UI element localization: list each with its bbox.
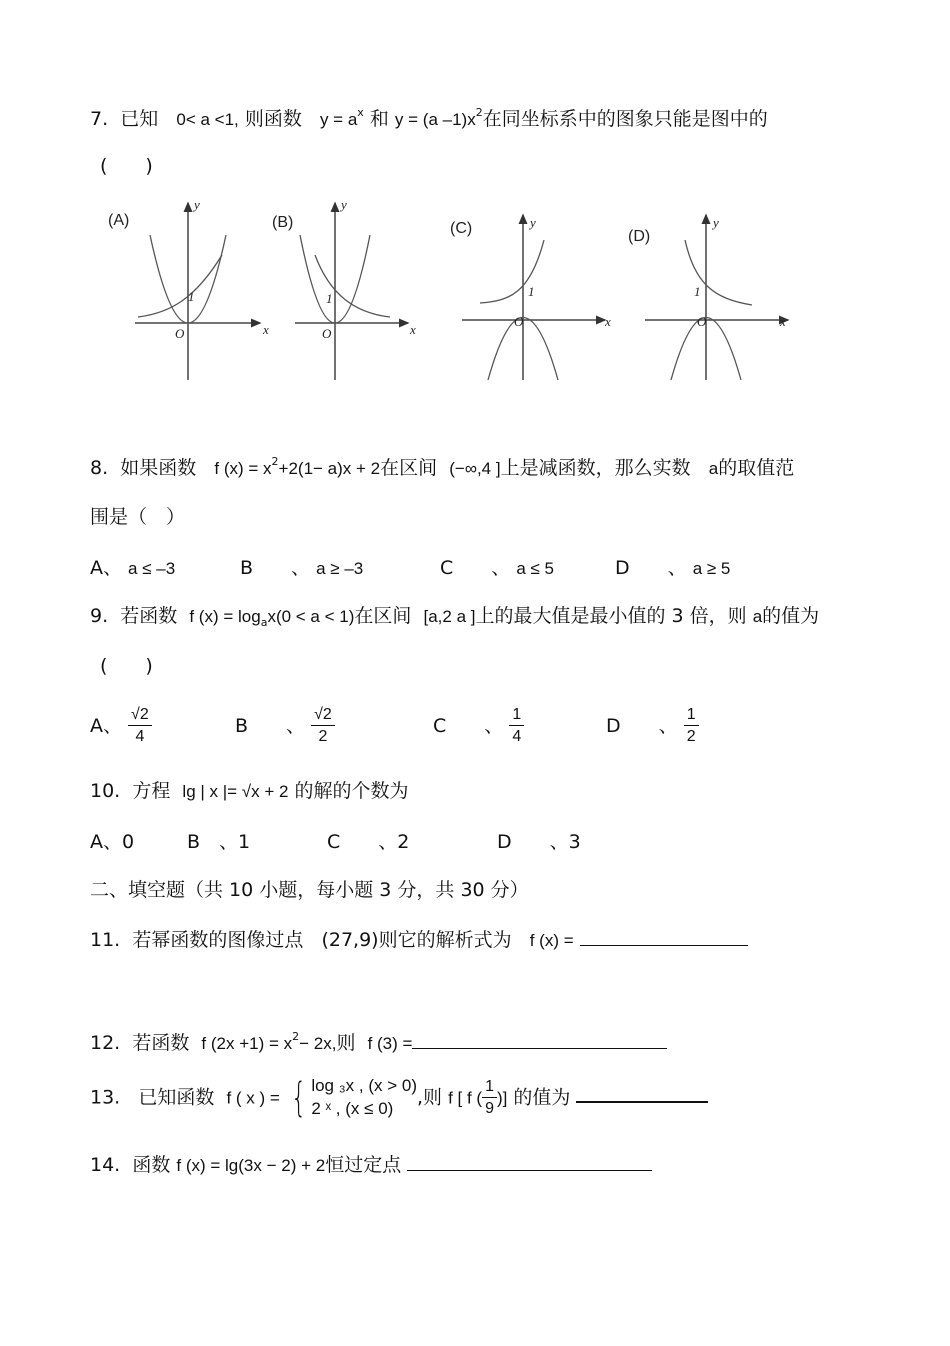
q12-ask: f (3) = [367, 1034, 413, 1053]
question-number: 12. [90, 1032, 121, 1054]
option-c: C 、 a ≤ 5 [440, 557, 555, 579]
graph-label-b: (B) [272, 214, 294, 231]
question-number: 11. [90, 929, 121, 951]
section-heading: 二、填空题（共 10 小题，每小题 3 分，共 30 分） [90, 879, 529, 901]
x-axis-label: x [410, 322, 416, 337]
option-c: C 、 $\frac{1}{4}$ [433, 706, 606, 747]
option-c: C 、2 [327, 831, 410, 853]
q13-stem [90, 1075, 708, 1121]
q8-pre: 如果函数 [120, 457, 197, 479]
option-b: B 、 a ≥ –3 [240, 557, 364, 579]
intercept-label: 1 [188, 289, 195, 304]
question-number: 9. [90, 605, 109, 627]
answer-blank[interactable] [412, 1032, 667, 1049]
q13-case2: 2 ˣ , (x ≤ 0) [311, 1098, 394, 1118]
q12-stem [90, 1030, 667, 1055]
graph-label-a: (A) [108, 212, 130, 229]
q8-interval: (−∞,4 ] [449, 459, 501, 478]
q13-fraction: $\frac{1}{9}$ [482, 1078, 497, 1119]
q7-func2: y = (a –1)x [394, 110, 476, 129]
x-axis-label: x [780, 314, 786, 329]
q13-ask-post: )] [496, 1088, 508, 1108]
x-axis-label: x [263, 322, 269, 337]
q7-condition: 0< a <1, [176, 110, 239, 129]
q8-post2: 的取值范 [718, 457, 795, 479]
q9-func-rest: x(0 < a < 1) [267, 607, 355, 626]
question-number: 7. [90, 108, 109, 130]
q10-post: 的解的个数为 [294, 780, 409, 802]
q7-mid: 则函数 [244, 108, 302, 130]
option-b: B 、1 [187, 831, 251, 853]
q9-answer-paren: ( ) [100, 655, 153, 677]
option-b: B 、 $\frac{√2}{2}$ [235, 706, 433, 747]
q14-post: 恒过定点 [325, 1154, 402, 1176]
q7-stem [90, 106, 768, 131]
origin-label: O [514, 314, 524, 329]
q13-post: 的值为 [513, 1086, 571, 1109]
q14-func: f (x) = lg(3x − 2) + 2 [176, 1156, 326, 1175]
q9-interval: [a,2 a ] [423, 607, 476, 626]
question-number: 14. [90, 1154, 121, 1176]
q9-mid: 在区间 [354, 605, 412, 627]
q12-then: 则 [336, 1032, 356, 1054]
q10-equation: lg | x |= √x + 2 [182, 782, 289, 801]
option-d: D 、 $\frac{1}{2}$ [606, 706, 699, 747]
intercept-label: 1 [326, 291, 333, 306]
q12-func-exp: 2 [292, 1030, 300, 1043]
q11-point: (27,9) [321, 929, 379, 951]
q9-pre: 若函数 [120, 605, 178, 627]
q11-func: f (x) = [529, 931, 574, 950]
origin-label: O [175, 326, 185, 341]
left-brace-icon: { [290, 1074, 307, 1121]
q8-options [90, 557, 730, 580]
y-axis-label: y [341, 197, 347, 212]
q12-func-rest: − 2x, [299, 1034, 337, 1053]
q7-pre: 已知 [120, 108, 159, 130]
q8-var: a [708, 459, 719, 478]
option-d: D 、 a ≥ 5 [615, 557, 731, 579]
q8-func: f (x) = x [214, 459, 272, 478]
q11-pre: 若幂函数的图像过点 [132, 929, 304, 951]
q11-post: 则它的解析式为 [378, 929, 512, 951]
q12-pre: 若函数 [132, 1032, 190, 1054]
question-number: 8. [90, 457, 109, 479]
q8-func-exp: 2 [271, 455, 279, 468]
q13-ask-pre: f [ f ( [448, 1088, 483, 1108]
q13-cases [311, 1075, 417, 1121]
y-axis-label: y [194, 197, 200, 212]
y-axis-label: y [713, 215, 719, 230]
option-d: D 、3 [497, 831, 581, 853]
exponential-curve [138, 255, 222, 317]
q9-post2: 的值为 [762, 605, 820, 627]
q9-post: 上的最大值是最小值的 3 倍，则 [475, 605, 747, 627]
q13-then: ,则 [416, 1086, 443, 1109]
graph-c [450, 215, 611, 380]
q7-func1: y = a [319, 110, 358, 129]
option-a: A、0 [90, 831, 135, 853]
origin-label: O [322, 326, 332, 341]
graph-d [628, 215, 788, 380]
q9-stem [90, 605, 819, 629]
q9-func-base: a [260, 616, 268, 629]
q14-pre: 函数 [132, 1154, 171, 1176]
origin-label: O [697, 314, 707, 329]
option-a: A、 a ≤ –3 [90, 557, 176, 579]
q8-stem [90, 455, 794, 480]
intercept-label: 1 [694, 284, 701, 299]
q8-stem-line2: 围是（ ） [90, 506, 186, 528]
q10-stem [90, 780, 409, 803]
q9-var: a [752, 607, 763, 626]
q8-func-rest: +2(1− a)x + 2 [278, 459, 381, 478]
graph-a [108, 197, 269, 380]
q13-case1: log ₃x , (x > 0) [311, 1076, 417, 1095]
q13-func: f ( x ) = [226, 1088, 280, 1108]
q11-stem [90, 929, 748, 952]
exponential-curve [315, 255, 390, 317]
x-axis-label: x [605, 314, 611, 329]
question-number: 13. [90, 1086, 121, 1109]
answer-blank[interactable] [407, 1154, 652, 1171]
intercept-label: 1 [528, 284, 535, 299]
q9-func: f (x) = log [189, 607, 261, 626]
q10-options [90, 831, 581, 854]
question-number: 10. [90, 780, 121, 802]
q10-pre: 方程 [132, 780, 171, 802]
q7-func2-exp: 2 [475, 106, 483, 119]
answer-blank[interactable] [580, 929, 748, 946]
option-a: A、 $\frac{√2}{4}$ [90, 706, 235, 747]
q12-func: f (2x +1) = x [201, 1034, 293, 1053]
q7-func1-exp: x [357, 106, 364, 119]
graph-label-d: (D) [628, 228, 651, 245]
y-axis-label: y [530, 215, 536, 230]
q14-stem [90, 1154, 652, 1177]
q7-answer-paren: ( ) [100, 155, 153, 177]
q7-and: 和 [369, 108, 389, 130]
q7-graphs [100, 195, 820, 390]
q8-mid: 在区间 [380, 457, 438, 479]
answer-blank[interactable] [576, 1085, 708, 1103]
q13-pre: 已知函数 [138, 1086, 215, 1109]
graph-label-c: (C) [450, 220, 473, 237]
q9-options [90, 706, 699, 747]
graph-b [272, 197, 416, 380]
q8-post: 上是减函数，那么实数 [500, 457, 691, 479]
q7-post: 在同坐标系中的图象只能是图中的 [482, 108, 768, 130]
